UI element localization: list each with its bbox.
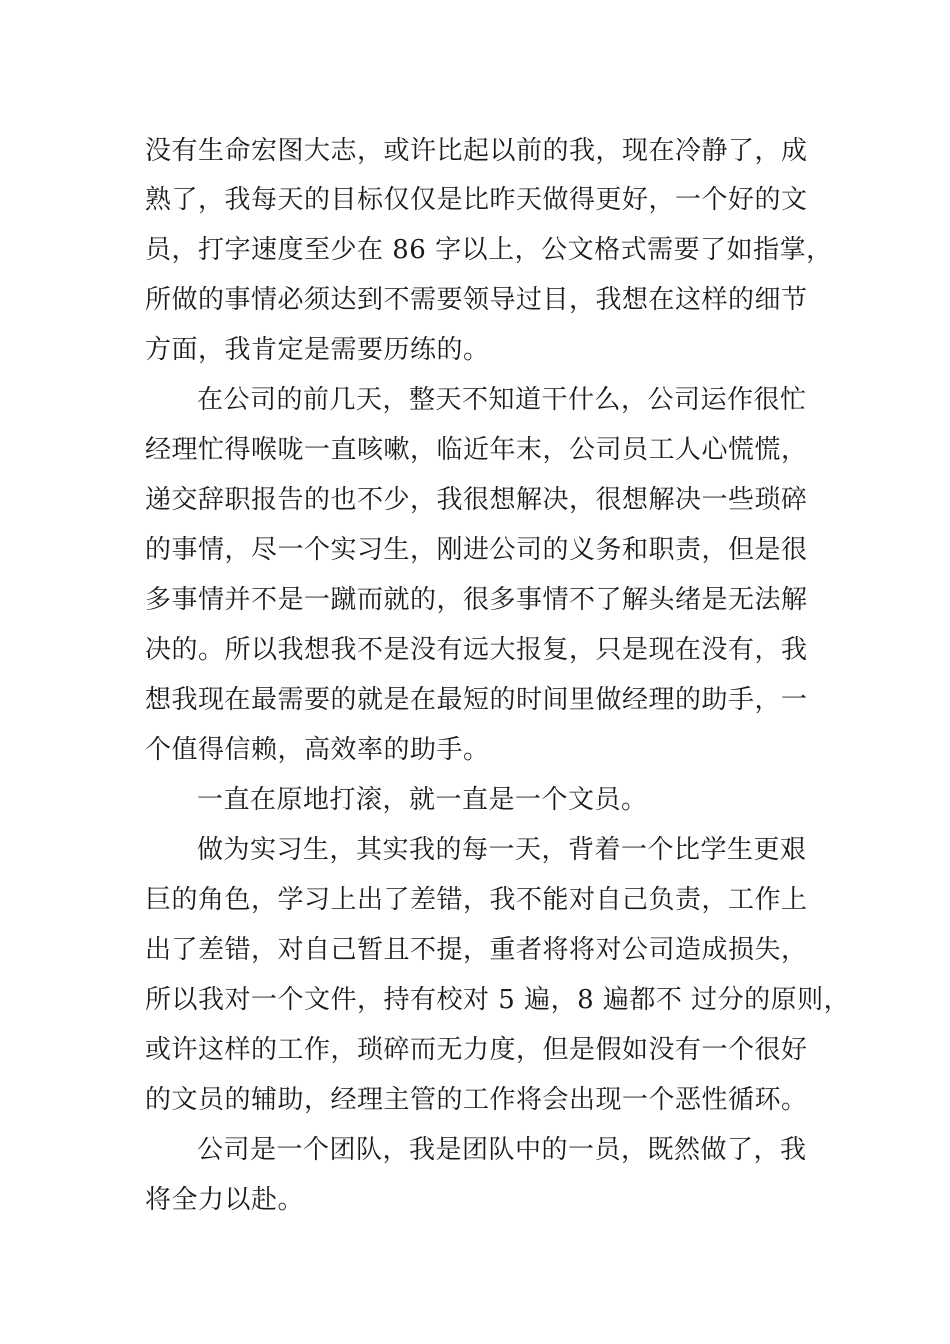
text-line: 的事情，尽一个实习生，刚进公司的义务和职责，但是很 bbox=[145, 535, 808, 565]
text-line: 多事情并不是一蹴而就的，很多事情不了解头绪是无法解 bbox=[145, 585, 808, 615]
text-line: 将全力以赴。 bbox=[145, 1185, 305, 1215]
text-line: 所做的事情必须达到不需要领导过目，我想在这样的细节 bbox=[145, 285, 808, 315]
text-line: 方面，我肯定是需要历练的。 bbox=[145, 335, 490, 365]
text-line: 出了差错，对自己暂且不提，重者将将对公司造成损失， bbox=[145, 935, 808, 965]
text-line: 经理忙得喉咙一直咳嗽，临近年末，公司员工人心慌慌， bbox=[145, 435, 808, 465]
text-line: 员，打字速度至少在 86 字以上，公文格式需要了如指掌， bbox=[145, 235, 833, 265]
text-line: 决的。所以我想我不是没有远大报复，只是现在没有，我 bbox=[145, 635, 808, 665]
text-line: 个值得信赖，高效率的助手。 bbox=[145, 735, 490, 765]
paragraph-start-line: 一直在原地打滚，就一直是一个文员。 bbox=[197, 785, 648, 815]
text-line: 没有生命宏图大志，或许比起以前的我，现在冷静了，成 bbox=[145, 136, 808, 166]
text-line: 或许这样的工作，琐碎而无力度，但是假如没有一个很好 bbox=[145, 1035, 808, 1065]
text-line: 熟了，我每天的目标仅仅是比昨天做得更好，一个好的文 bbox=[145, 185, 808, 215]
text-line: 所以我对一个文件，持有校对 5 遍，8 遍都不 过分的原则， bbox=[145, 985, 851, 1015]
text-line: 想我现在最需要的就是在最短的时间里做经理的助手，一 bbox=[145, 685, 808, 715]
paragraph-start-line: 在公司的前几天，整天不知道干什么，公司运作很忙 bbox=[197, 385, 807, 415]
text-line: 递交辞职报告的也不少，我很想解决，很想解决一些琐碎 bbox=[145, 485, 808, 515]
paragraph-start-line: 做为实习生，其实我的每一天，背着一个比学生更艰 bbox=[197, 835, 807, 865]
text-line: 的文员的辅助，经理主管的工作将会出现一个恶性循环。 bbox=[145, 1085, 808, 1115]
paragraph-start-line: 公司是一个团队，我是团队中的一员，既然做了，我 bbox=[197, 1135, 807, 1165]
text-line: 巨的角色，学习上出了差错，我不能对自己负责，工作上 bbox=[145, 885, 808, 915]
